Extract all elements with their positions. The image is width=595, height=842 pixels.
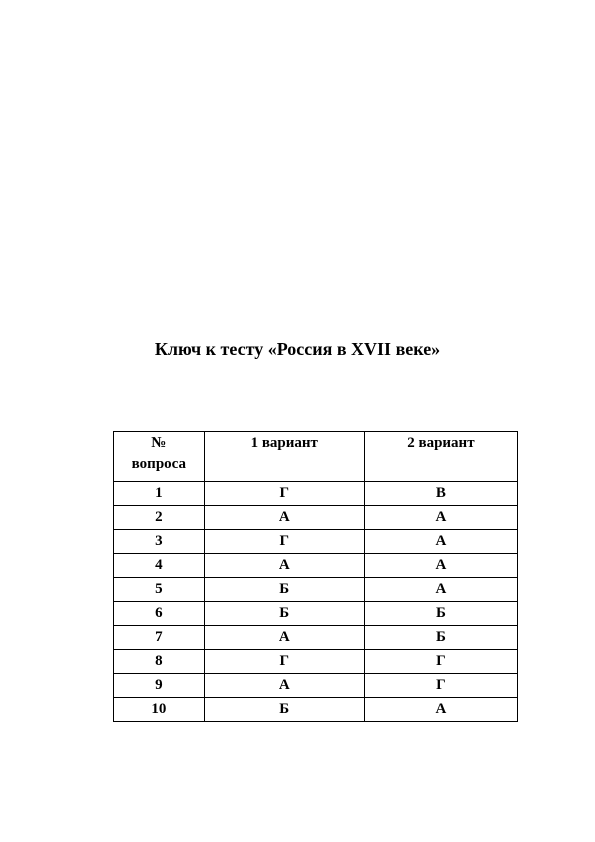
table-row [114, 482, 518, 506]
variant-2-answer: А [364, 530, 517, 554]
table-row [114, 578, 518, 602]
variant-1-answer: Г [204, 482, 364, 506]
page-title: Ключ к тесту «Россия в XVII веке» [154, 339, 441, 359]
variant-2-answer: Г [364, 674, 517, 698]
variant-1-answer: Г [204, 530, 364, 554]
answer-key-table [113, 431, 518, 722]
variant-2-answer: А [364, 578, 517, 602]
variant-1-answer: А [204, 674, 364, 698]
question-number: 9 [114, 674, 205, 698]
variant-1-answer: Б [204, 602, 364, 626]
question-number: 3 [114, 530, 205, 554]
question-number: 6 [114, 602, 205, 626]
table-row [114, 506, 518, 530]
variant-2-answer: Г [364, 650, 517, 674]
header-question-word: вопроса [131, 456, 186, 472]
question-number: 7 [114, 626, 205, 650]
header-variant-2: 2 вариант [364, 432, 517, 482]
variant-1-answer: Б [204, 698, 364, 722]
variant-2-answer: В [364, 482, 517, 506]
variant-2-answer: Б [364, 602, 517, 626]
variant-2-answer: А [364, 506, 517, 530]
variant-1-answer: Г [204, 650, 364, 674]
variant-1-answer: А [204, 626, 364, 650]
question-number: 8 [114, 650, 205, 674]
table-header-row [114, 432, 518, 482]
table-row [114, 698, 518, 722]
variant-1-answer: Б [204, 578, 364, 602]
variant-2-answer: А [364, 554, 517, 578]
table-row [114, 602, 518, 626]
variant-1-answer: А [204, 554, 364, 578]
question-number: 1 [114, 482, 205, 506]
header-number-sign: № [151, 435, 167, 451]
question-number: 10 [114, 698, 205, 722]
question-number: 4 [114, 554, 205, 578]
question-number: 5 [114, 578, 205, 602]
table-row [114, 626, 518, 650]
variant-2-answer: А [364, 698, 517, 722]
table-row [114, 650, 518, 674]
table-row [114, 674, 518, 698]
table-row [114, 530, 518, 554]
question-number: 2 [114, 506, 205, 530]
table-row [114, 554, 518, 578]
variant-2-answer: Б [364, 626, 517, 650]
variant-1-answer: А [204, 506, 364, 530]
header-variant-1: 1 вариант [204, 432, 364, 482]
header-question-number [114, 432, 205, 482]
